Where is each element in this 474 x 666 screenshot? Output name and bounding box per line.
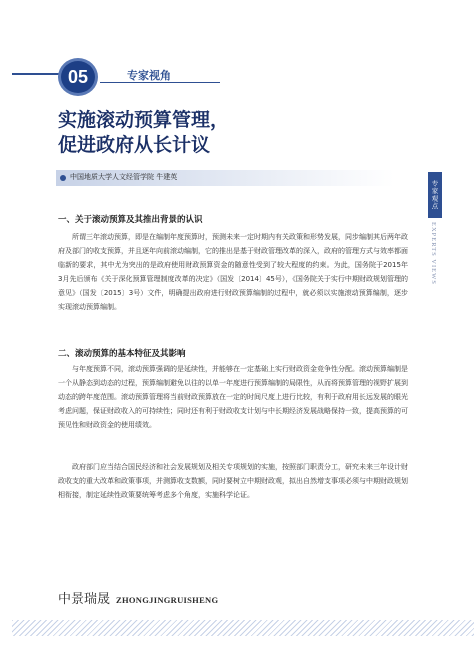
footer-stripe	[12, 620, 474, 636]
author-line: 中国地质大学人文经管学院 牛建英	[70, 173, 178, 181]
section-heading-1: 一、关于滚动预算及其推出背景的认识	[58, 215, 203, 225]
section-number-badge: 05	[58, 58, 98, 96]
brand-name-cn: 中景瑞晟	[58, 592, 111, 607]
section-label: 专家视角	[127, 69, 171, 82]
title-line-1: 实施滚动预算管理，	[58, 109, 230, 131]
section-2-paragraph-1: 与年度预算不同，滚动预算强调的是延续性，并能够在一定基础上实行财政资金竞争性分配。滚动预算编制是一个从静态到动态的过程，预算编制避免以往的以单一年度进行预算编制的局限性，从而将预算管理的视野扩展到动态的跨年度范围。滚动预算管理将当前财政预算放在一定的时间尺度上进行比较，有利于政府用长远发展的眼光考虑问题，保证财政收入的可持续性；同时还有利于财政收支计划与中长期经济发展战略保持一致，提高预算的可预见性和财政资金的使用绩效。	[58, 365, 408, 429]
title-line-2: 促进政府从长计议	[58, 134, 211, 156]
section-2-paragraph-2: 政府部门应当结合国民经济和社会发展规划及相关专项规划的实施，按照部门职责分工，研究未来三年设计财政收支的重大改革和政策事项，并测算收支数额，同时要树立中期财政观，拟出自然增支事项必须与中期财政规划相衔接，制定延续性政策要统筹考虑多个角度，实施科学论证。	[58, 463, 408, 499]
side-tab-label: 专家观点	[428, 172, 442, 218]
section-1-paragraph-1: 所谓三年滚动预算，即是在编制年度预算时，预测未来一定时期内有关政策和形势发展，同步编制其后两年政府及部门的收支预算，并且逐年向前滚动编制，它的推出是基于财政管理改革的深入，政府的管理方式与效率都面临新的要求，其中尤为突出的是政府使用财政预算资金的随意性受到了较大程度的约束。为此，国务院于2015年3月先后颁布《关于深化预算管理制度改革的决定》（国发〔2014〕45号），《国务院关于实行中期财政规划管理的意见》（国发〔2015〕3号）文件，明确提出政府进行财政预算编制的过程中，就必须以实施滚动预算编制，逐步实现滚动预算编制。	[58, 233, 408, 311]
section-heading-2: 二、滚动预算的基本特征及其影响	[58, 349, 186, 359]
footer-brand	[58, 588, 218, 607]
brand-name-en: ZHONGJINGRUISHENG	[116, 595, 219, 605]
bullet-dot-icon	[60, 175, 66, 181]
side-tab-english: EXPERTS VIEWS	[430, 222, 437, 285]
author-bar	[56, 170, 394, 186]
article-title	[58, 108, 358, 158]
